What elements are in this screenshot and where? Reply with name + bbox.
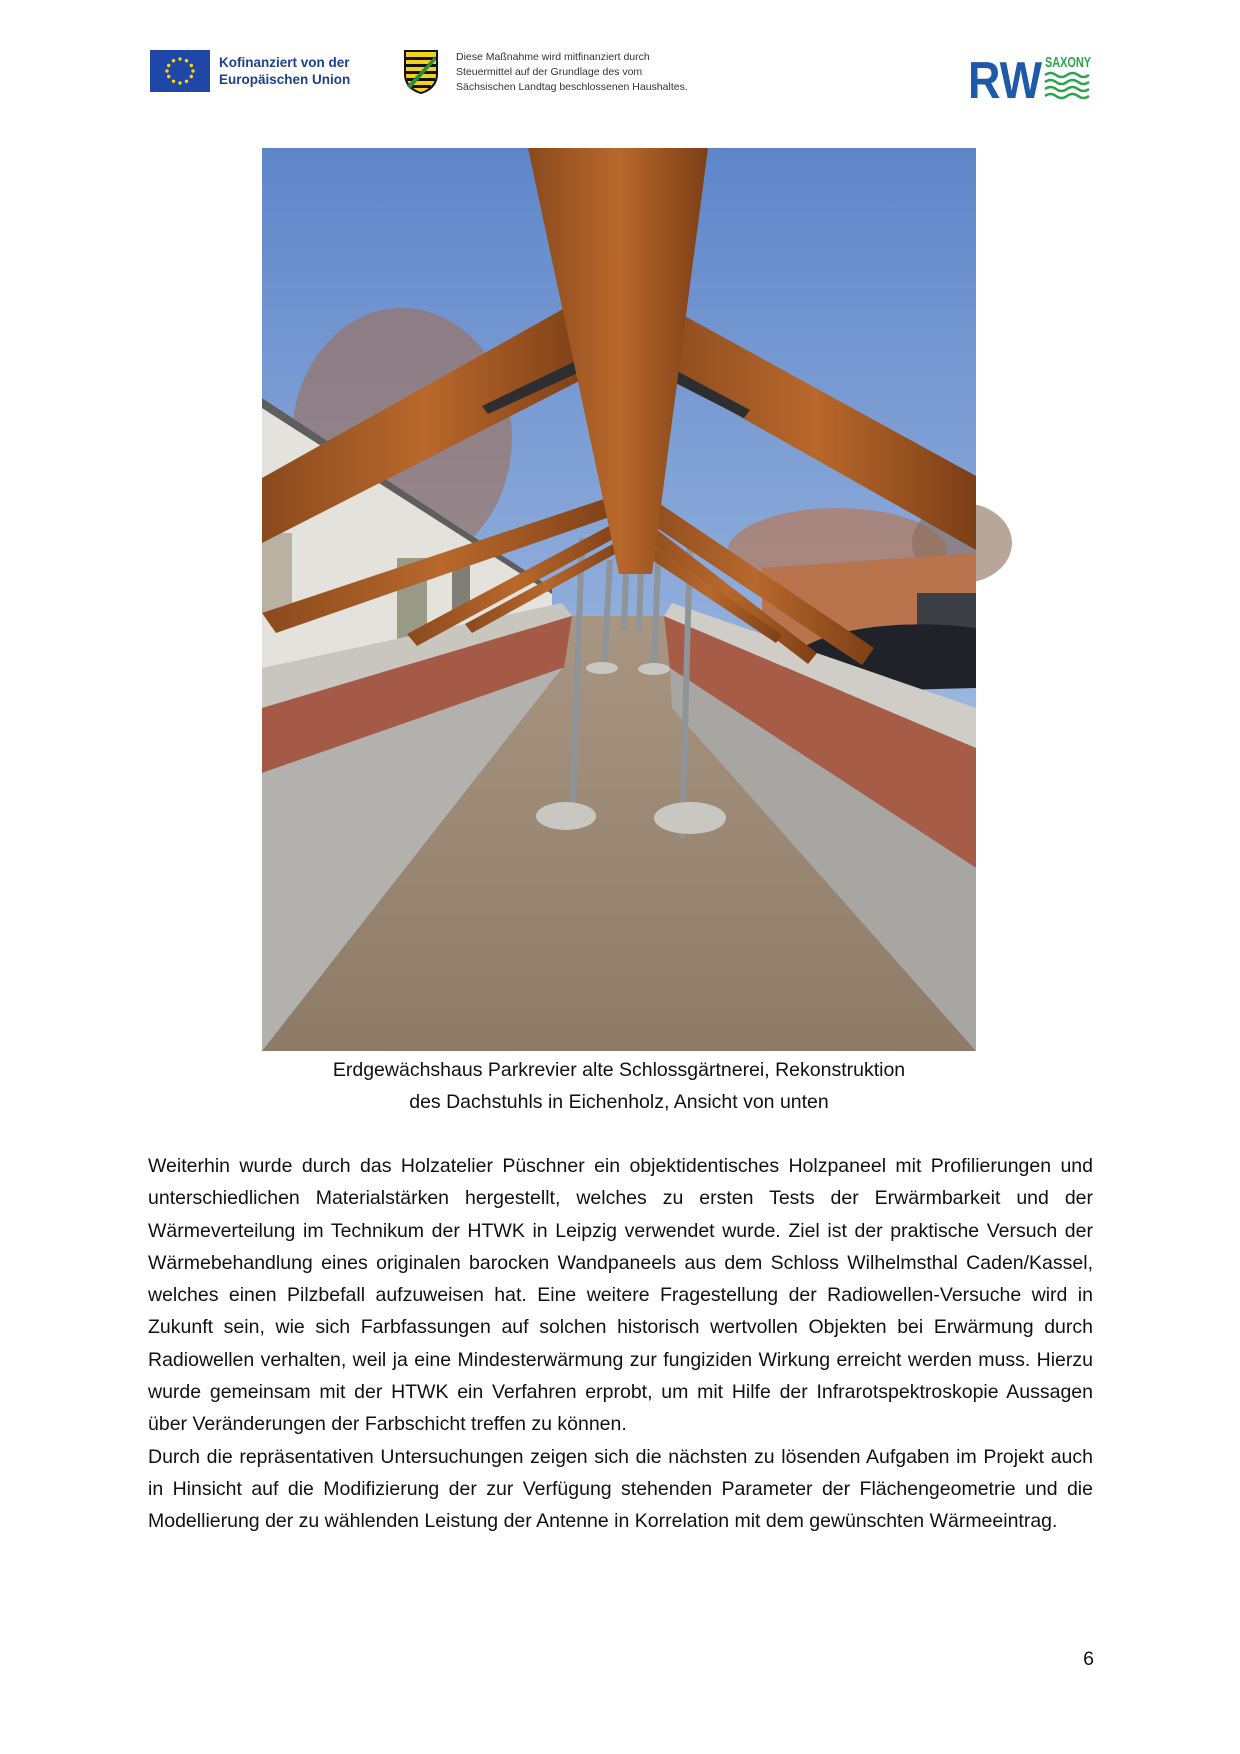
- page-number: 6: [1083, 1648, 1094, 1670]
- rw-logo-word: SAXONY: [1045, 54, 1091, 71]
- paragraph-1: Weiterhin wurde durch das Holzatelier Püschner ein objektidentisches Holzpaneel mit Profilierungen und unterschiedlichen Materialstärken hergestellt, welches zu ersten Tests der Erwärmbarkeit und der Wärmeverteilung im Technikum der HTWK in Leipzig verwendet wurde. Ziel ist der praktische Versuch der Wärmebehandlung eines originalen barocken Wandpaneels aus dem Schloss Wilhelmsthal Caden/Kassel, welches einen Pilzbefall aufzuweisen hat. Eine weitere Fragestellung der Radiowellen-Versuche wird in Zukunft sein, wie sich Farbfassungen auf solchen historisch wertvollen Objekten bei Erwärmung durch Radiowellen verhalten, weil ja eine Mindesterwärmung zur fungiziden Wirkung erreicht werden muss. Hierzu wurde gemeinsam mit der HTWK ein Verfahren erprobt, um mit Hilfe der Infrarotspektroskopie Aussagen über Veränderungen der Farbschicht treffen zu können.: [148, 1155, 1093, 1436]
- greenhouse-roof-photo: [262, 148, 976, 1051]
- eu-logo-text: [219, 54, 350, 88]
- water-waves-icon: [1045, 73, 1089, 98]
- figure-caption: [262, 1054, 976, 1118]
- eu-flag-icon: [150, 50, 210, 92]
- page-header: [0, 0, 1240, 120]
- saxony-logo-line3: Sächsischen Landtag beschlossenen Haushaltes.: [456, 81, 688, 93]
- rw-logo-mark: RW: [968, 52, 1043, 110]
- rw-saxony-logo: [968, 50, 1092, 110]
- caption-line2: des Dachstuhls in Eichenholz, Ansicht von unten: [409, 1091, 829, 1113]
- saxony-logo-line1: Diese Maßnahme wird mitfinanziert durch: [456, 51, 650, 63]
- saxony-funding-logo: [402, 48, 688, 96]
- eu-logo-line1: Kofinanziert von der: [219, 55, 350, 70]
- saxony-crest-icon: [402, 48, 440, 96]
- body-text: [148, 1150, 1093, 1538]
- eu-logo-line2: Europäischen Union: [219, 72, 351, 87]
- paragraph-2: Durch die repräsentativen Untersuchungen zeigen sich die nächsten zu lösenden Aufgaben im Projekt auch in Hinsicht auf die Modifizierung der zur Verfügung stehenden Parameter der Flächengeometrie und die Modellierung der zu wählenden Leistung der Antenne in Korrelation mit dem gewünschten Wärmeeintrag.: [148, 1445, 1093, 1533]
- saxony-logo-text: [456, 50, 688, 95]
- caption-line1: Erdgewächshaus Parkrevier alte Schlossgärtnerei, Rekonstruktion: [332, 1059, 906, 1081]
- eu-cofunding-logo: [150, 50, 350, 92]
- saxony-logo-line2: Steuermittel auf der Grundlage des vom: [456, 66, 643, 78]
